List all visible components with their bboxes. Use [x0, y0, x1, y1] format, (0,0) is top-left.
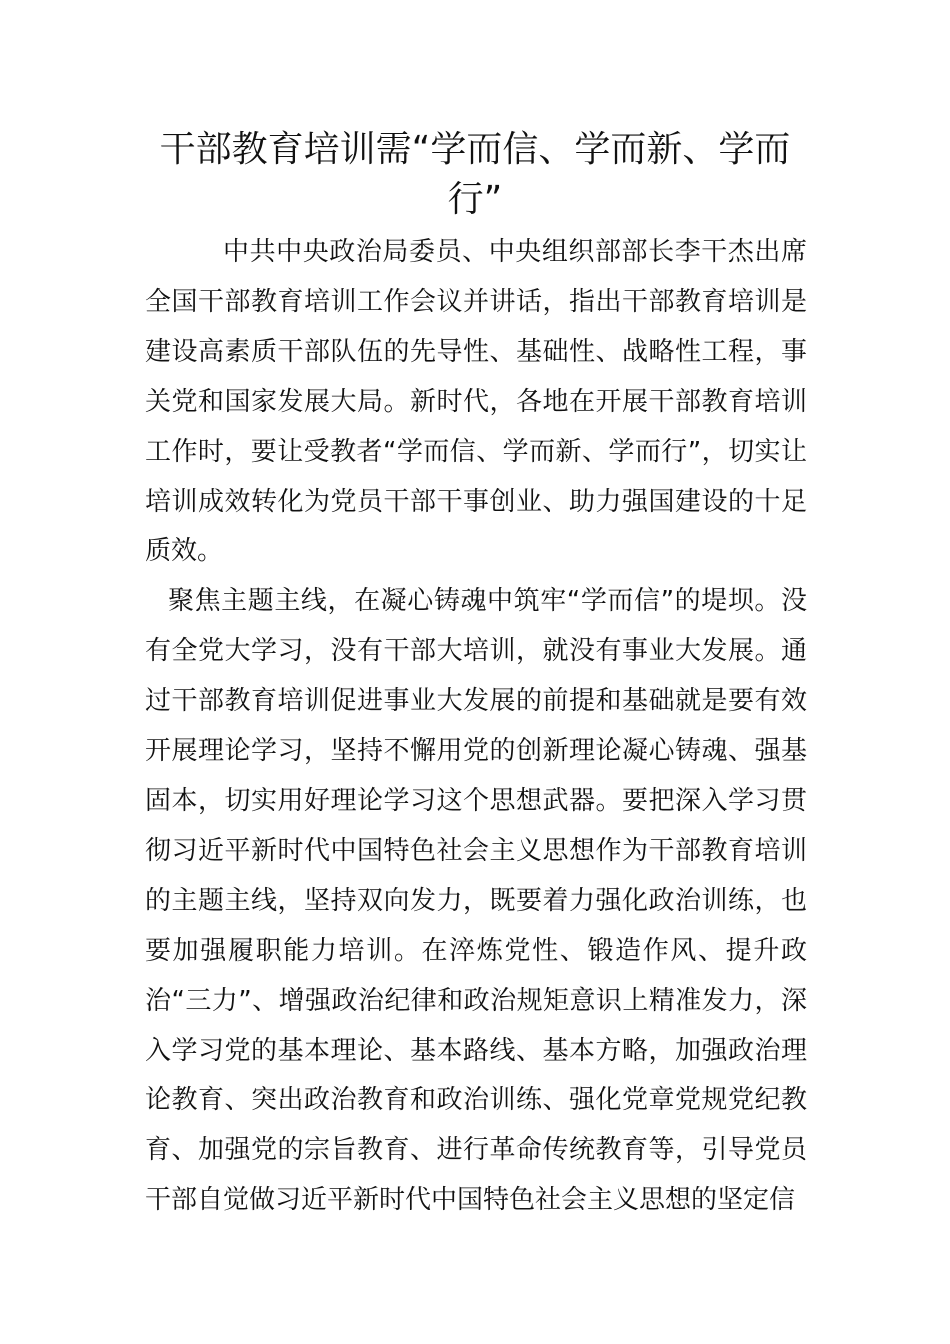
paragraph-xue-er-xin: 聚焦主题主线，在凝心铸魂中筑牢“学而信”的堤坝。没有全党大学习，没有干部大培训，就没有事业大发展。通过干部教育培训促进事业大发展的前提和基础就是要有效开展理论学习，坚持不懈用党的创新理论凝心铸魂、强基固本，切实用好理论学习这个思想武器。要把深入学习贯彻习近平新时代中国特色社会主义思想作为干部教育培训的主题主线，坚持双向发力，既要着力强化政治训练，也要加强履职能力培训。在淬炼党性、锻造作风、提升政治“三力”、增强政治纪律和政治规矩意识上精准发力，深入学习党的基本理论、基本路线、基本方略，加强政治理论教育、突出政治教育和政治训练、强化党章党规党纪教育、加强党的宗旨教育、进行革命传统教育等，引导党员干部自觉做习近平新时代中国特色社会主义思想的坚定信 — [145, 586, 807, 1216]
paragraph-intro: 中共中央政治局委员、中央组织部部长李干杰出席全国干部教育培训工作会议并讲话，指出干部教育培训是建设高素质干部队伍的先导性、基础性、战略性工程，事关党和国家发展大局。新时代，各地在开展干部教育培训工作时，要让受教者“学而信、学而新、学而行”，切实让培训成效转化为党员干部干事创业、助力强国建设的十足质效。 — [145, 237, 807, 567]
document-title: 干部教育培训需“学而信、学而新、学而行” — [159, 129, 791, 220]
document-body — [145, 228, 807, 1226]
